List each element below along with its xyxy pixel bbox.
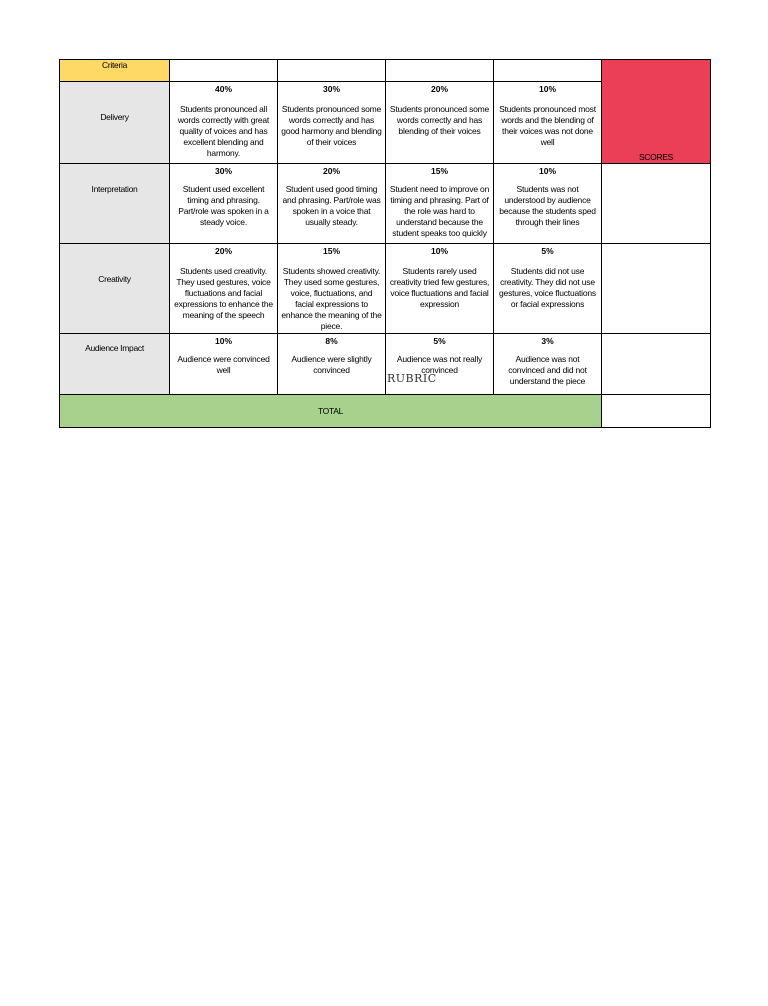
description: Students showed creativity. They used some gestures, voice, fluctuations, and facial expressions to enhance the meaning of the piece. bbox=[281, 266, 382, 331]
description: Student used good timing and phrasing. Part/role was spoken in a voice that usually steady. bbox=[282, 184, 381, 227]
total-row bbox=[60, 395, 711, 428]
rubric-cell bbox=[386, 334, 494, 395]
description: Students did not use creativity. They did not use gestures, voice fluctuations or facial expressions bbox=[499, 266, 596, 309]
criterion-delivery bbox=[60, 82, 170, 164]
percentage: 10% bbox=[214, 336, 232, 346]
criterion-label: Creativity bbox=[98, 274, 131, 284]
rubric-cell bbox=[386, 82, 494, 164]
rubric-cell bbox=[494, 164, 602, 244]
criterion-interpretation bbox=[60, 164, 170, 244]
criterion-label: Audience Impact bbox=[85, 343, 144, 353]
criteria-header: Criteria bbox=[60, 60, 170, 82]
description: Audience were convinced well bbox=[177, 354, 270, 375]
rubric-cell bbox=[386, 244, 494, 334]
criterion-audience-impact bbox=[60, 334, 170, 395]
rubric-cell bbox=[170, 334, 278, 395]
total-label: TOTAL bbox=[60, 395, 602, 428]
rubric-cell bbox=[278, 334, 386, 395]
rubric-cell bbox=[494, 334, 602, 395]
percentage: 10% bbox=[538, 166, 556, 176]
description: Students was not understood by audience because the students sped through their lines bbox=[499, 184, 596, 227]
score-cell-creativity[interactable] bbox=[602, 244, 711, 334]
criterion-label: Interpretation bbox=[91, 184, 138, 194]
rubric-cell bbox=[278, 164, 386, 244]
description: Student need to improve on timing and phrasing. Part of the role was hard to understand because the student speaks too quickly bbox=[389, 184, 490, 238]
percentage: 8% bbox=[325, 336, 338, 346]
percentage: 5% bbox=[541, 246, 554, 256]
percentage: 5% bbox=[433, 336, 446, 346]
rubric-cell bbox=[494, 82, 602, 164]
criterion-row-interpretation bbox=[60, 164, 711, 244]
criterion-row-creativity bbox=[60, 244, 711, 334]
description: Student used excellent timing and phrasing. Part/role was spoken in a steady voice. bbox=[178, 184, 269, 227]
criterion-row-audience-impact bbox=[60, 334, 711, 395]
description: Students pronounced some words correctly and has blending of their voices bbox=[389, 104, 490, 136]
description: Audience was not convinced and did not understand the piece bbox=[508, 354, 587, 386]
rubric-cell bbox=[278, 82, 386, 164]
header-row bbox=[60, 60, 711, 82]
description: Students rarely used creativity tried few gestures, voice fluctuations and facial expression bbox=[389, 266, 490, 309]
blank-header-cell bbox=[494, 60, 602, 82]
description: Students pronounced some words correctly and has good harmony and blending of their voices bbox=[281, 104, 382, 147]
rubric-cell bbox=[494, 244, 602, 334]
blank-header-cell bbox=[278, 60, 386, 82]
rubric-cell bbox=[170, 164, 278, 244]
rubric-cell bbox=[170, 82, 278, 164]
percentage: 10% bbox=[538, 84, 556, 94]
percentage: 3% bbox=[541, 336, 554, 346]
scores-header bbox=[602, 60, 711, 164]
rubric-table bbox=[59, 59, 711, 428]
percentage: 10% bbox=[430, 246, 448, 256]
blank-header-cell bbox=[170, 60, 278, 82]
description: Audience was not really convinced bbox=[396, 354, 483, 375]
percentage: 40% bbox=[214, 84, 232, 94]
description: Students used creativity. They used gestures, voice fluctuations and facial expressions to enhance the meaning of the speech bbox=[174, 266, 273, 320]
scores-label: SCORES bbox=[638, 152, 674, 162]
score-cell-audience-impact[interactable] bbox=[602, 334, 711, 395]
percentage: 20% bbox=[430, 84, 448, 94]
rubric-cell bbox=[278, 244, 386, 334]
percentage: 30% bbox=[214, 166, 232, 176]
score-cell-interpretation[interactable] bbox=[602, 164, 711, 244]
percentage: 30% bbox=[322, 84, 340, 94]
score-cell-total[interactable] bbox=[602, 395, 711, 428]
percentage: 20% bbox=[214, 246, 232, 256]
percentage: 15% bbox=[322, 246, 340, 256]
criterion-label: Delivery bbox=[100, 112, 129, 122]
description: Students pronounced all words correctly with great quality of voices and has excellent blending and harmony. bbox=[177, 104, 270, 158]
description: Students pronounced most words and the blending of their voices was not done well bbox=[499, 104, 596, 147]
percentage: 15% bbox=[430, 166, 448, 176]
criterion-creativity bbox=[60, 244, 170, 334]
rubric-cell bbox=[170, 244, 278, 334]
description: Audience were slightly convinced bbox=[291, 354, 372, 375]
rubric-watermark: RUBRIC bbox=[387, 372, 437, 385]
rubric-cell bbox=[386, 164, 494, 244]
percentage: 20% bbox=[322, 166, 340, 176]
blank-header-cell bbox=[386, 60, 494, 82]
